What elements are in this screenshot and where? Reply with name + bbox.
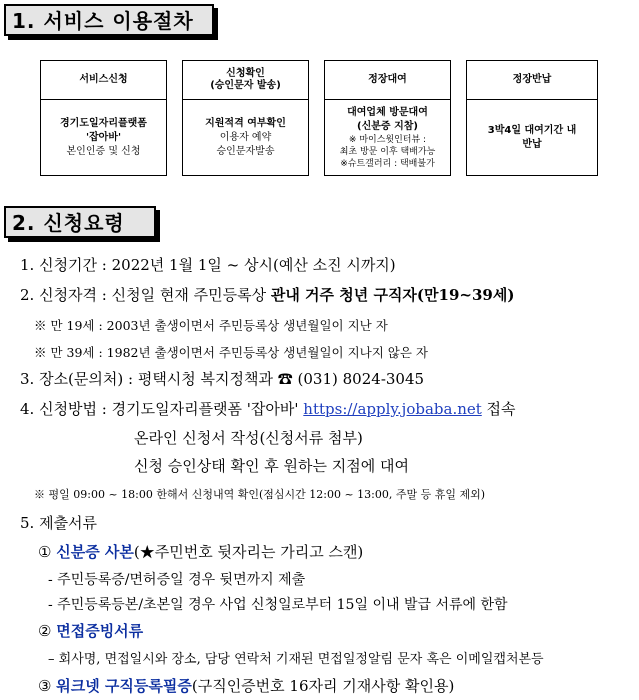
step-line: '잡아바': [85, 132, 122, 143]
section-title-text: 2. 신청요령: [12, 211, 125, 235]
doc-1: [38, 541, 363, 562]
doc-1b: [48, 594, 508, 614]
doc-subitem: - 주민등록증/면허증일 경우 뒷면까지 제출: [48, 572, 306, 588]
doc-number: ③: [38, 677, 57, 695]
note-age-19: [34, 316, 388, 334]
step-body: [183, 100, 308, 176]
step-header-text: 서비스신청: [79, 74, 128, 85]
application-method: [20, 398, 516, 419]
step-body: [325, 100, 450, 176]
step-line: (신분증 지참): [357, 121, 418, 132]
doc-subitem: – 회사명, 면접일시와 장소, 담당 연락처 기재된 면접일정알림 문자 혹은 이메일캡처본등: [48, 652, 544, 667]
note-text: ※ 평일 09:00 ~ 18:00 한해서 신청내역 확인(점심시간 12:00 ~ 13:00, 주말 등 휴일 제외): [34, 488, 486, 501]
section-title-guide: [4, 206, 156, 238]
step-line: 이용자 예약: [219, 132, 272, 143]
place-text: 3. 장소(문의처) : 평택시청 복지정책과 ☎ (031) 8024-3045: [20, 370, 425, 388]
eligibility-bold: 관내 거주 청년 구직자(만19~39세): [270, 286, 515, 304]
method-line-3: [134, 455, 409, 476]
note-text: ※ 만 19세 : 2003년 출생이면서 주민등록상 생년월일이 지난 자: [34, 318, 388, 333]
step-header: [183, 61, 308, 100]
method-text: 온라인 신청서 작성(신청서류 첨부): [134, 429, 363, 447]
step-body: [41, 100, 166, 176]
step-return: [466, 60, 598, 176]
doc-subitem: - 주민등록등본/초본일 경우 사업 신청일로부터 15일 이내 발급 서류에 한함: [48, 597, 508, 613]
step-line: ※ 마이스윗인터뷰 :: [348, 135, 427, 145]
note-hours: [34, 486, 485, 502]
period-text: 1. 신청기간 : 2022년 1월 1일 ~ 상시(예산 소진 시까지): [20, 256, 396, 274]
step-line: 반납: [522, 139, 542, 150]
step-line: 승인문자발송: [216, 146, 275, 157]
doc-number: ②: [38, 622, 57, 640]
doc-number: ①: [38, 543, 57, 561]
step-header-text: 정장대여: [368, 74, 407, 85]
step-apply: [40, 60, 167, 176]
step-body: [467, 100, 597, 176]
doc-title: 면접증빙서류: [56, 622, 144, 640]
application-period: [20, 254, 396, 275]
eligibility-text: 2. 신청자격 : 신청일 현재 주민등록상: [20, 286, 271, 304]
step-rental: [324, 60, 451, 176]
doc-1a: [48, 569, 305, 589]
step-header: [41, 61, 166, 100]
doc-title: 워크넷 구직등록필증: [56, 677, 192, 695]
section-title-text: 1. 서비스 이용절차: [12, 9, 194, 33]
note-age-39: [34, 343, 428, 361]
step-line: 본인인증 및 신청: [66, 146, 141, 157]
documents-heading: [20, 512, 97, 533]
step-header-text: 정장반납: [512, 74, 552, 85]
note-text: ※ 만 39세 : 1982년 출생이면서 주민등록상 생년월일이 지나지 않은 자: [34, 345, 428, 360]
step-confirm: [182, 60, 309, 176]
doc-title: 신분증 사본: [56, 543, 134, 561]
step-line: 대여업체 방문대여: [347, 107, 428, 118]
doc-2a: [48, 648, 544, 667]
method-text: 4. 신청방법 : 경기도일자리플랫폼 '잡아바': [20, 400, 304, 418]
step-line: 3박4일 대여기간 내: [487, 125, 577, 136]
step-line: ※슈트갤러리 : 택배불가: [340, 159, 435, 169]
step-line: 최초 방문 이후 택배가능: [339, 147, 436, 157]
step-header: [325, 61, 450, 100]
method-suffix: 접속: [481, 400, 516, 418]
step-line: 지원적격 여부확인: [205, 118, 286, 129]
step-header: [467, 61, 597, 100]
step-header-subtext: (승인문자 발송): [210, 80, 281, 91]
documents-text: 5. 제출서류: [20, 514, 98, 532]
jobaba-link[interactable]: https://apply.jobaba.net: [303, 400, 482, 418]
doc-detail: (★주민번호 뒷자리는 가리고 스캔): [133, 543, 364, 561]
contact-place: [20, 368, 424, 389]
doc-detail: (구직인증번호 16자리 기재사항 확인용): [191, 677, 455, 695]
step-line: 경기도일자리플랫폼: [60, 118, 147, 129]
doc-3: [38, 675, 454, 696]
method-line-2: [134, 427, 363, 448]
step-header-text: 신청확인: [226, 68, 265, 79]
doc-2: [38, 620, 143, 641]
eligibility: [20, 284, 514, 305]
section-title-process: [4, 4, 214, 36]
method-text: 신청 승인상태 확인 후 원하는 지점에 대여: [134, 457, 409, 475]
